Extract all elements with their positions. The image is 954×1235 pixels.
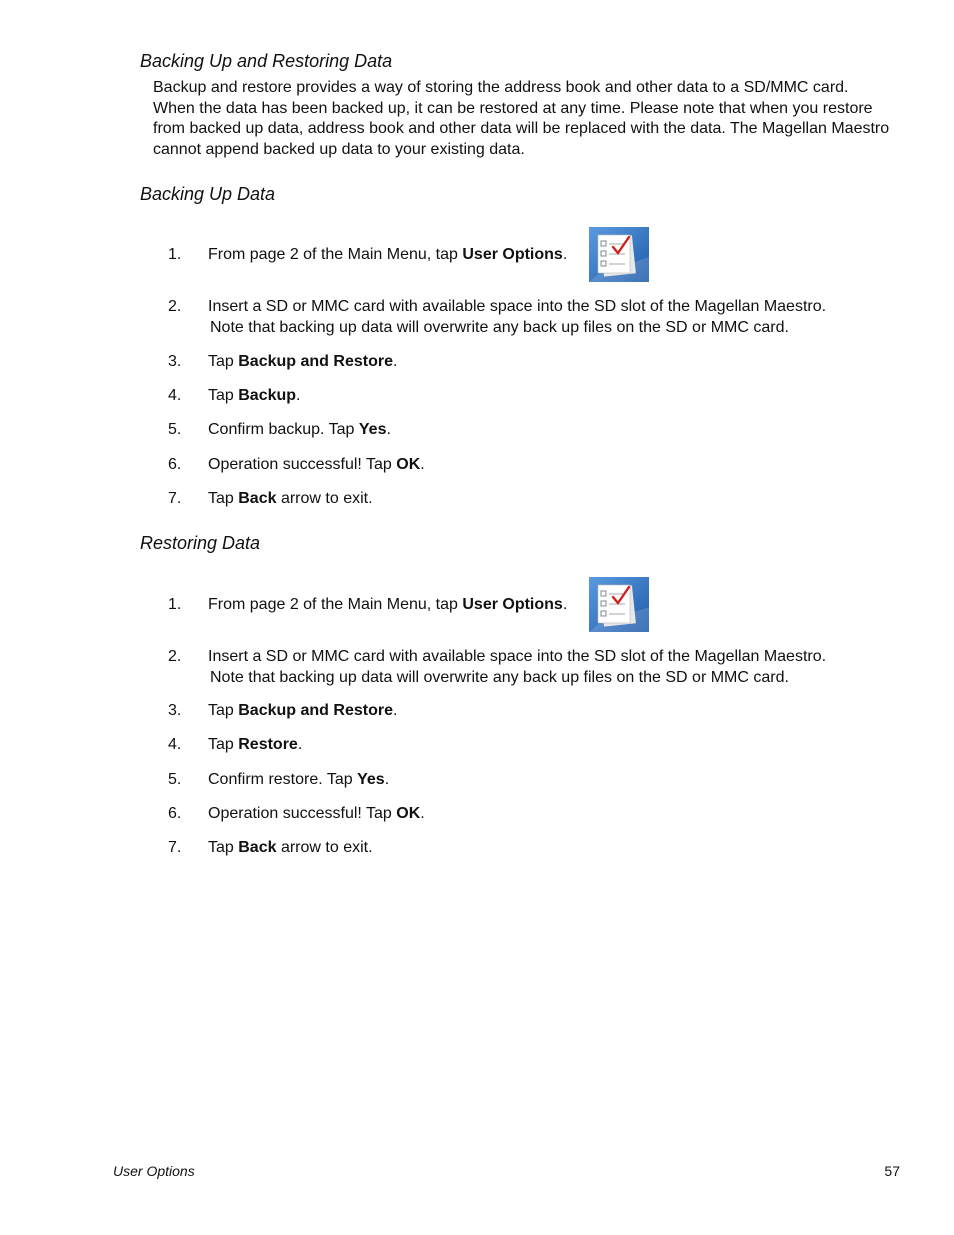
step-number: 2. bbox=[168, 298, 182, 315]
step-text-post: . bbox=[420, 805, 425, 822]
step-text-post: . bbox=[384, 771, 390, 788]
step-number: 2. bbox=[168, 648, 182, 665]
step-text: Tap bbox=[208, 387, 239, 404]
restore-heading: Restoring Data bbox=[140, 533, 261, 553]
step-bold: Back bbox=[238, 839, 277, 856]
step-text-post: . bbox=[392, 353, 398, 370]
step-text: Insert a SD or MMC card with available space into the SD slot of the Magellan Maestro. bbox=[208, 648, 827, 665]
step-number: 6. bbox=[168, 456, 182, 473]
step-bold: Backup bbox=[238, 387, 297, 404]
step-bold: Backup and Restore bbox=[238, 353, 393, 370]
step-text: Tap bbox=[208, 353, 239, 370]
step-text: Confirm restore. Tap bbox=[208, 771, 358, 788]
user-options-icon bbox=[589, 227, 649, 282]
step-text: Tap bbox=[208, 702, 239, 719]
step-text-post: arrow to exit. bbox=[276, 490, 373, 507]
section-title: Backing Up and Restoring Data bbox=[140, 51, 393, 71]
step-text: Tap bbox=[208, 736, 239, 753]
step-number: 4. bbox=[168, 736, 182, 753]
step-number: 5. bbox=[168, 771, 182, 788]
step-number: 3. bbox=[168, 353, 182, 370]
step-bold: User Options bbox=[462, 246, 563, 263]
step-text-post: . bbox=[386, 421, 391, 438]
step-number: 1. bbox=[168, 596, 182, 613]
step-text: From page 2 of the Main Menu, tap bbox=[208, 246, 463, 263]
page-number: 57 bbox=[884, 1163, 900, 1179]
step-bold: Back bbox=[238, 490, 277, 507]
step-number: 1. bbox=[168, 246, 182, 263]
intro-paragraph: Backup and restore provides a way of storing the address book and other data to a SD/MMC card. When the data has been backed up, it can be restored at any time. Please note that when you restore from backed up data, address book and other data will be replaced with the data. The Magellan Maestro cannot append backed up data to your existing data. bbox=[153, 79, 890, 158]
step-bold: Restore bbox=[238, 736, 298, 753]
step-text: From page 2 of the Main Menu, tap bbox=[208, 596, 463, 613]
step-text: Insert a SD or MMC card with available space into the SD slot of the Magellan Maestro. bbox=[208, 298, 827, 315]
step-text-post: arrow to exit. bbox=[276, 839, 373, 856]
step-text-line2: Note that backing up data will overwrite any back up files on the SD or MMC card. bbox=[210, 318, 789, 336]
step-text: Operation successful! Tap bbox=[208, 805, 397, 822]
step-bold: Yes bbox=[357, 771, 385, 788]
step-number: 5. bbox=[168, 421, 182, 438]
step-bold: Backup and Restore bbox=[238, 702, 393, 719]
step-number: 7. bbox=[168, 839, 182, 856]
step-number: 7. bbox=[168, 490, 182, 507]
step-text-post: . bbox=[562, 246, 568, 263]
step-bold: OK bbox=[396, 456, 421, 473]
step-bold: OK bbox=[396, 805, 421, 822]
step-text: Tap bbox=[208, 490, 239, 507]
user-options-icon bbox=[589, 577, 649, 632]
step-number: 4. bbox=[168, 387, 182, 404]
step-number: 3. bbox=[168, 702, 182, 719]
step-text-post: . bbox=[420, 456, 425, 473]
step-text-post: . bbox=[392, 702, 398, 719]
step-text: Tap bbox=[208, 839, 239, 856]
step-text: Confirm backup. Tap bbox=[208, 421, 359, 438]
step-text-post: . bbox=[297, 736, 303, 753]
step-bold: Yes bbox=[358, 421, 387, 438]
backup-heading: Backing Up Data bbox=[140, 184, 276, 204]
step-number: 6. bbox=[168, 805, 182, 822]
step-text-post: . bbox=[296, 387, 301, 404]
footer-section-name: User Options bbox=[113, 1163, 195, 1179]
step-text-line2: Note that backing up data will overwrite any back up files on the SD or MMC card. bbox=[210, 668, 789, 686]
step-text: Operation successful! Tap bbox=[208, 456, 397, 473]
step-text-post: . bbox=[562, 596, 568, 613]
step-bold: User Options bbox=[462, 596, 563, 613]
